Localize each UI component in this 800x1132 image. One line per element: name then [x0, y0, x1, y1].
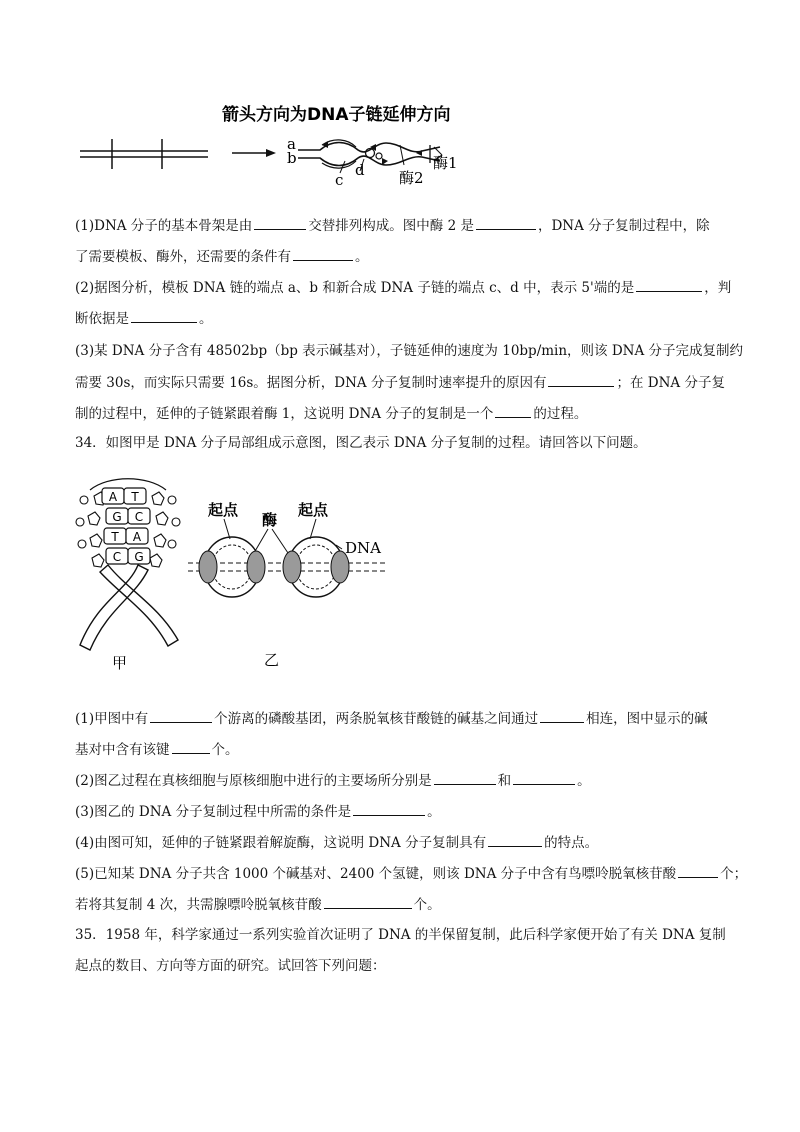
text: ，判	[704, 280, 732, 296]
text: 个。	[211, 742, 239, 758]
deoxyribose	[150, 554, 162, 567]
dna-replication-figure-yi	[188, 495, 388, 675]
deoxyribose	[92, 554, 104, 567]
leader-line	[272, 529, 288, 553]
q33-part1-line1	[75, 215, 710, 236]
text: 。	[577, 773, 591, 789]
figure-label-yi: 乙	[264, 651, 280, 669]
text: 。	[355, 249, 369, 265]
dna-structure-figure-jia	[68, 470, 188, 675]
q33-part3-line3	[75, 403, 587, 424]
answer-blank[interactable]	[476, 215, 536, 230]
text: 断依据是	[75, 311, 129, 327]
phosphate-group	[168, 496, 176, 504]
q34-part5-line2	[75, 894, 441, 915]
text: 需要 30s，而实际只需要 16s。据图分析，DNA 分子复制时速率提升的原因有	[75, 375, 547, 391]
answer-blank[interactable]	[636, 277, 702, 292]
text: (4)由图可知，延伸的子链紧跟着解旋酶，这说明 DNA 分子复制具有	[75, 835, 487, 851]
text: 交替排列构成。图中酶 2 是	[308, 218, 474, 234]
text: (3)某 DNA 分子含有 48502bp（bp 表示碱基对），子链延伸的速度为 10bp/min，则该 DNA 分子完成复制约	[75, 343, 744, 359]
text: (2)据图分析，模板 DNA 链的端点 a、b 和新合成 DNA 子链的端点 c、d 中，表示 5'端的是	[75, 280, 635, 296]
answer-blank[interactable]	[488, 832, 542, 847]
q34-part1-line2	[75, 739, 239, 760]
template-strand-a	[298, 143, 440, 152]
extension-arrow	[382, 158, 388, 165]
base-letter: A	[108, 490, 118, 504]
backbone-ribbon	[100, 565, 178, 646]
text: (5)已知某 DNA 分子共含 1000 个碱基对、2400 个氢键，则该 DNA 分子中含有鸟嘌呤脱氧核苷酸	[75, 866, 677, 882]
text: (3)图乙的 DNA 分子复制过程中所需的条件是	[75, 804, 352, 820]
q34-part1-line1	[75, 708, 708, 729]
text: 34．如图甲是 DNA 分子局部组成示意图，图乙表示 DNA 分子复制的过程。请回答以下问题。	[75, 435, 647, 451]
transition-arrowhead	[266, 149, 276, 157]
text: 。	[199, 311, 213, 327]
deoxyribose	[154, 534, 166, 547]
deoxyribose	[90, 534, 102, 547]
text: 个游离的磷酸基团，两条脱氧核苷酸链的碱基之间通过	[214, 711, 539, 727]
text: ，DNA 分子复制过程中，除	[537, 218, 710, 234]
helicase-enzyme	[331, 551, 349, 583]
q34-part2	[75, 770, 591, 791]
phosphate-group	[80, 496, 88, 504]
end-label-d: d	[355, 161, 365, 179]
q33-part3-line1	[75, 341, 743, 361]
text: 基对中含有该键	[75, 742, 170, 758]
text: 的过程。	[533, 406, 588, 422]
q34-part4	[75, 832, 598, 853]
answer-blank[interactable]	[540, 708, 584, 723]
base-letter: T	[131, 490, 139, 504]
leader-line	[310, 519, 316, 539]
q33-part2-line2	[75, 308, 213, 329]
answer-blank[interactable]	[324, 894, 412, 909]
base-letter: G	[112, 510, 122, 524]
leader-line	[224, 519, 230, 539]
q35-line2	[75, 956, 386, 976]
leader-line	[254, 529, 268, 553]
answer-blank[interactable]	[172, 739, 210, 754]
enzyme2-label: 酶2	[399, 169, 424, 187]
deoxyribose	[88, 512, 100, 525]
text: 的特点。	[544, 835, 599, 851]
figure1-caption: 箭头方向为DNA子链延伸方向	[222, 105, 451, 125]
answer-blank[interactable]	[254, 215, 306, 230]
phosphate-group	[172, 518, 180, 526]
base-letter: G	[134, 550, 144, 564]
text: 个。	[413, 897, 441, 913]
base-letter: C	[112, 550, 122, 564]
enzyme2-mark	[376, 153, 382, 159]
answer-blank[interactable]	[548, 372, 614, 387]
base-letter: A	[132, 530, 142, 544]
q33-part3-line2	[75, 372, 725, 393]
text: ；在 DNA 分子复	[616, 375, 725, 391]
text: 相连，图中显示的碱	[586, 711, 708, 727]
answer-blank[interactable]	[513, 770, 575, 785]
text: 和	[497, 773, 512, 789]
q34-stem	[75, 433, 647, 453]
text: 个；	[720, 866, 748, 882]
base-letter: C	[134, 510, 144, 524]
origin-label-2: 起点	[298, 501, 329, 519]
figure-label-jia: 甲	[112, 654, 128, 672]
end-label-a: a	[287, 135, 296, 153]
text: 制的过程中，延伸的子链紧跟着酶 1，这说明 DNA 分子的复制是一个	[75, 406, 494, 422]
text: (1)DNA 分子的基本骨架是由	[75, 218, 253, 234]
end-label-c: c	[335, 171, 344, 189]
text: (1)甲图中有	[75, 711, 149, 727]
replication-bubble-inner	[296, 545, 336, 589]
origin-label-1: 起点	[208, 501, 239, 519]
answer-blank[interactable]	[293, 246, 353, 261]
answer-blank[interactable]	[353, 801, 425, 816]
text: 了需要模板、酶外，还需要的条件有	[75, 249, 291, 265]
q34-part3	[75, 801, 441, 822]
q33-part2-line1	[75, 277, 731, 298]
text: (2)图乙过程在真核细胞与原核细胞中进行的主要场所分别是	[75, 773, 432, 789]
text: 起点的数目、方向等方面的研究。试回答下列问题：	[75, 958, 386, 974]
answer-blank[interactable]	[678, 863, 718, 878]
base-letter: T	[111, 530, 119, 544]
answer-blank[interactable]	[495, 403, 531, 418]
enzyme-label: 酶	[262, 511, 278, 529]
replication-bubble-inner	[212, 545, 252, 589]
phosphate-group	[168, 540, 176, 548]
deoxyribose	[156, 512, 168, 525]
end-label-b: b	[287, 149, 297, 167]
dna-label: DNA	[345, 539, 381, 557]
answer-blank[interactable]	[150, 708, 212, 723]
helicase-enzyme	[283, 551, 301, 583]
phosphate-group	[78, 540, 86, 548]
answer-blank[interactable]	[434, 770, 496, 785]
helicase-enzyme	[199, 551, 217, 583]
helicase-enzyme	[247, 551, 265, 583]
replication-fork-figure	[70, 95, 490, 190]
text: 若将其复制 4 次，共需腺嘌呤脱氧核苷酸	[75, 897, 322, 913]
q35-line1	[75, 925, 726, 945]
text: 。	[427, 804, 441, 820]
answer-blank[interactable]	[131, 308, 197, 323]
deoxyribose	[152, 492, 164, 505]
q34-part5-line1	[75, 863, 747, 884]
text: 35．1958 年，科学家通过一系列实验首次证明了 DNA 的半保留复制，此后科学家便开始了有关 DNA 复制	[75, 927, 726, 943]
q33-part1-line2	[75, 246, 369, 267]
phosphate-group	[76, 518, 84, 526]
enzyme1-label: 酶1	[433, 154, 458, 172]
